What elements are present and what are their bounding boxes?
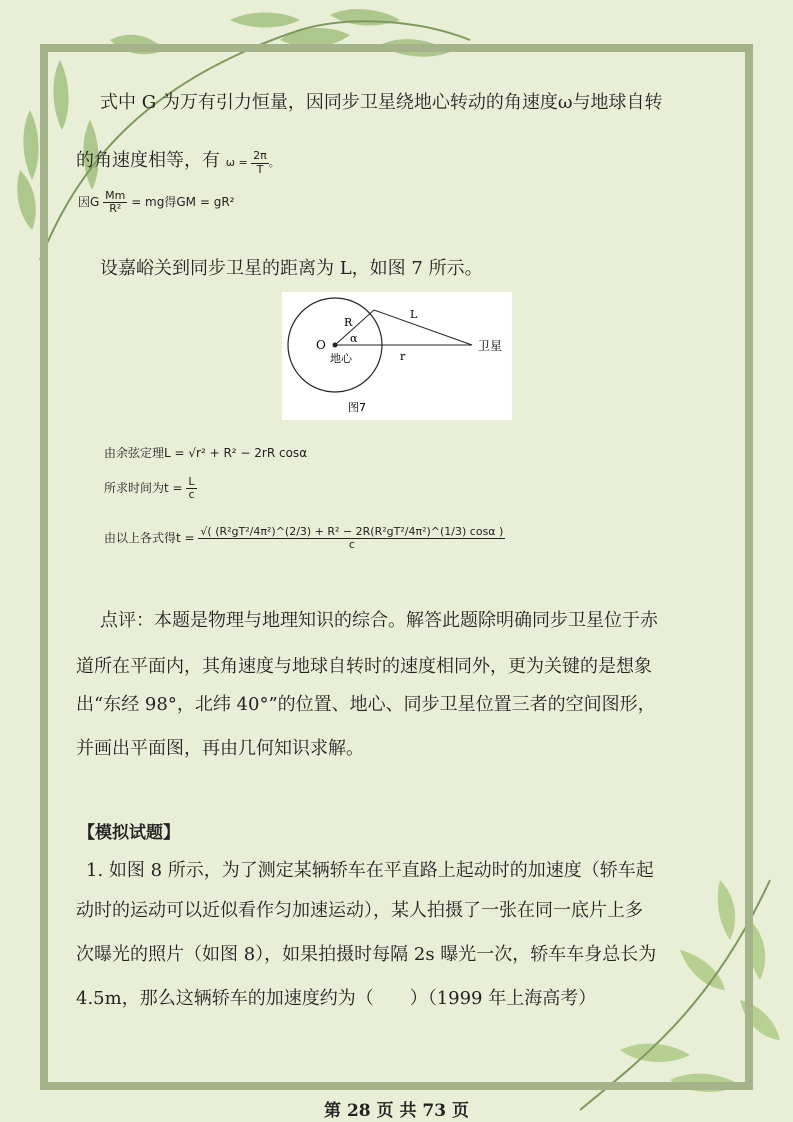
label-r: r xyxy=(400,350,406,363)
formula-gm-fraction xyxy=(103,190,127,215)
formula-time-num: L xyxy=(188,475,195,488)
label-O: O xyxy=(316,338,326,352)
formula-final-pre: 由以上各式得t = xyxy=(104,531,195,546)
formula-final-fraction xyxy=(198,526,505,551)
formula-gm xyxy=(78,190,234,215)
formula-final-num: √( (R²gT²/4π²)^(2/3) + R² − 2R(R²gT²/4π²)^(1/3) cosα ) xyxy=(200,525,504,538)
formula-time xyxy=(104,476,197,501)
formula-time-pre: 所求时间为t = xyxy=(104,481,183,496)
text-line-3: 设嘉峪关到同步卫星的距离为 L，如图 7 所示。 xyxy=(100,258,483,279)
comment-line-4: 并画出平面图，再由几何知识求解。 xyxy=(76,738,364,759)
text-line-1: 式中 G 为万有引力恒量，因同步卫星绕地心转动的角速度ω与地球自转 xyxy=(100,92,663,113)
question-line-4: 4.5m，那么这辆轿车的加速度约为（ ）（1999 年上海高考） xyxy=(76,988,597,1009)
formula-gm-num: Mm xyxy=(105,189,126,202)
label-alpha: α xyxy=(350,332,358,345)
figure-7-diagram xyxy=(282,292,512,420)
label-L: L xyxy=(410,308,418,321)
omega-den: T xyxy=(256,162,264,176)
label-R: R xyxy=(344,316,353,329)
question-line-1: 1. 如图 8 所示，为了测定某辆轿车在平直路上起动时的加速度（轿车起 xyxy=(86,860,654,881)
page-footer: 第 28 页 共 73 页 xyxy=(324,1101,469,1121)
text-line-2 xyxy=(76,146,280,176)
comment-line-1: 点评：本题是物理与地理知识的综合。解答此题除明确同步卫星位于赤 xyxy=(100,610,658,631)
formula-time-fraction xyxy=(186,476,196,501)
formula-gm-den: R² xyxy=(109,202,122,216)
formula-final xyxy=(104,526,505,551)
omega-end: 。 xyxy=(268,156,280,169)
comment-line-2: 道所在平面内，其角速度与地球自转时的速度相同外，更为关键的是想象 xyxy=(76,656,652,677)
figure-caption: 图7 xyxy=(348,401,366,414)
formula-cosine: 由余弦定理L = √r² + R² − 2rR cosα xyxy=(104,446,308,460)
formula-gm-pre: 因G xyxy=(78,195,100,210)
omega-formula xyxy=(225,149,280,176)
question-line-3: 次曝光的照片（如图 8），如果拍摄时每隔 2s 曝光一次，轿车车身总长为 xyxy=(76,944,657,965)
earth-center-dot xyxy=(333,343,338,348)
formula-gm-post: = mg得GM = gR² xyxy=(131,195,235,210)
figure-7 xyxy=(282,292,512,420)
question-line-2: 动时的运动可以近似看作匀加速运动），某人拍摄了一张在同一底片上多 xyxy=(76,900,643,921)
omega-lhs: ω = xyxy=(225,156,248,169)
comment-line-3: 出“东经 98°，北纬 40°”的位置、地心、同步卫星位置三者的空间图形， xyxy=(76,694,656,715)
label-center: 地心 xyxy=(330,352,352,365)
formula-time-den: c xyxy=(188,488,195,502)
formula-final-den: c xyxy=(348,538,355,552)
omega-num: 2π xyxy=(253,149,267,163)
omega-fraction xyxy=(251,150,269,175)
label-satellite: 卫星 xyxy=(478,339,503,353)
line-L xyxy=(374,310,472,345)
section-heading: 【模拟试题】 xyxy=(78,823,180,843)
text-line-2-text: 的角速度相等，有 xyxy=(76,150,220,171)
